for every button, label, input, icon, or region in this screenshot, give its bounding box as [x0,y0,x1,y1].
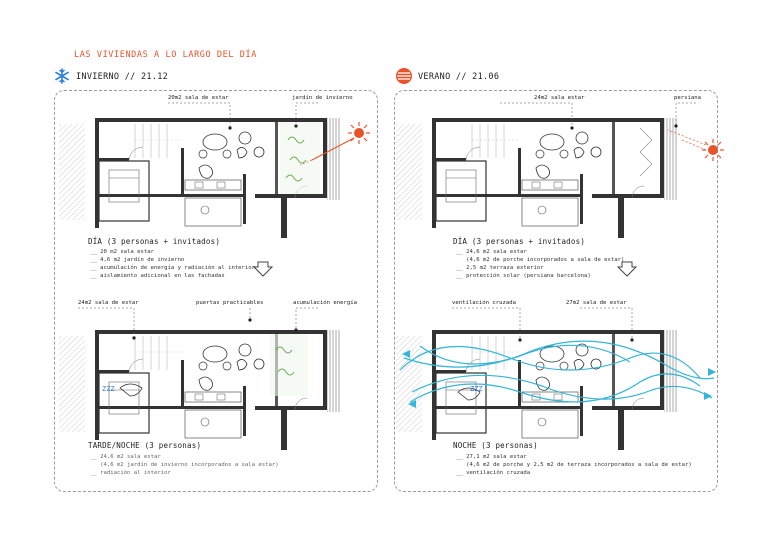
callout-winter-garden: jardín de invierno [292,95,353,101]
list-item: __ aislamiento adicional en las fachadas [90,273,225,279]
winter-day-heading: DÍA (3 personas + invitados) [88,237,221,246]
callout-blind: persiana [674,95,701,101]
summer-day-list [456,248,624,280]
callout-living-room: 20m2 sala de estar [168,95,229,101]
list-item: (4,6 m2 jardín de invierno incorporados a sala estar) [100,462,279,468]
winter-header: INVIERNO // 21.12 [76,72,169,82]
list-item: __ radiación al interior [90,470,171,476]
list-item: (4,6 m2 de porche y 2,5 m2 de terraza incorporados a sala de estar) [466,462,692,468]
list-item: __ 4,6 m2 jardín de invierno [90,257,185,263]
list-item: __ protección solar (persiana barcelona) [456,273,591,279]
list-item: (4,6 m2 de porche incorporados a sala de estar) [466,257,625,263]
summer-night-heading: NOCHE (3 personas) [453,441,538,450]
list-item: __ 27,1 m2 sala estar [456,454,527,460]
callout-energy: acumulación energía [293,300,357,306]
callout-doors: puertas practicables [196,300,264,306]
list-item: __ 20 m2 sala estar [90,249,154,255]
list-item: __ 24,6 m2 sala estar [90,454,161,460]
list-item: __ 24,6 m2 sala estar [456,249,527,255]
winter-day-list [90,248,255,280]
down-arrow-icon [254,262,272,276]
callout-living-room: 24m2 sala estar [534,95,585,101]
summer-night-list [456,453,692,477]
sun-icon [348,122,370,144]
zzz-label: ZZZ [470,385,483,393]
summer-header: VERANO // 21.06 [418,72,500,82]
list-item: __ ventilación cruzada [456,470,531,476]
summer-day-heading: DÍA (3 personas + invitados) [453,237,586,246]
zzz-label: ZZZ [102,385,115,393]
callout-living-room: 27m2 sala de estar [566,300,627,306]
winter-night-list [90,453,279,477]
winter-night-heading: TARDE/NOCHE (3 personas) [88,441,202,450]
list-item: __ acumulación de energía y radiación al interior [90,265,256,271]
page-title: LAS VIVIENDAS A LO LARGO DEL DÍA [74,50,257,60]
callout-living-room: 24m2 sala de estar [78,300,139,306]
callout-ventilation: ventilación cruzada [452,300,516,306]
list-item: __ 2,5 m2 terraza exterior [456,265,544,271]
